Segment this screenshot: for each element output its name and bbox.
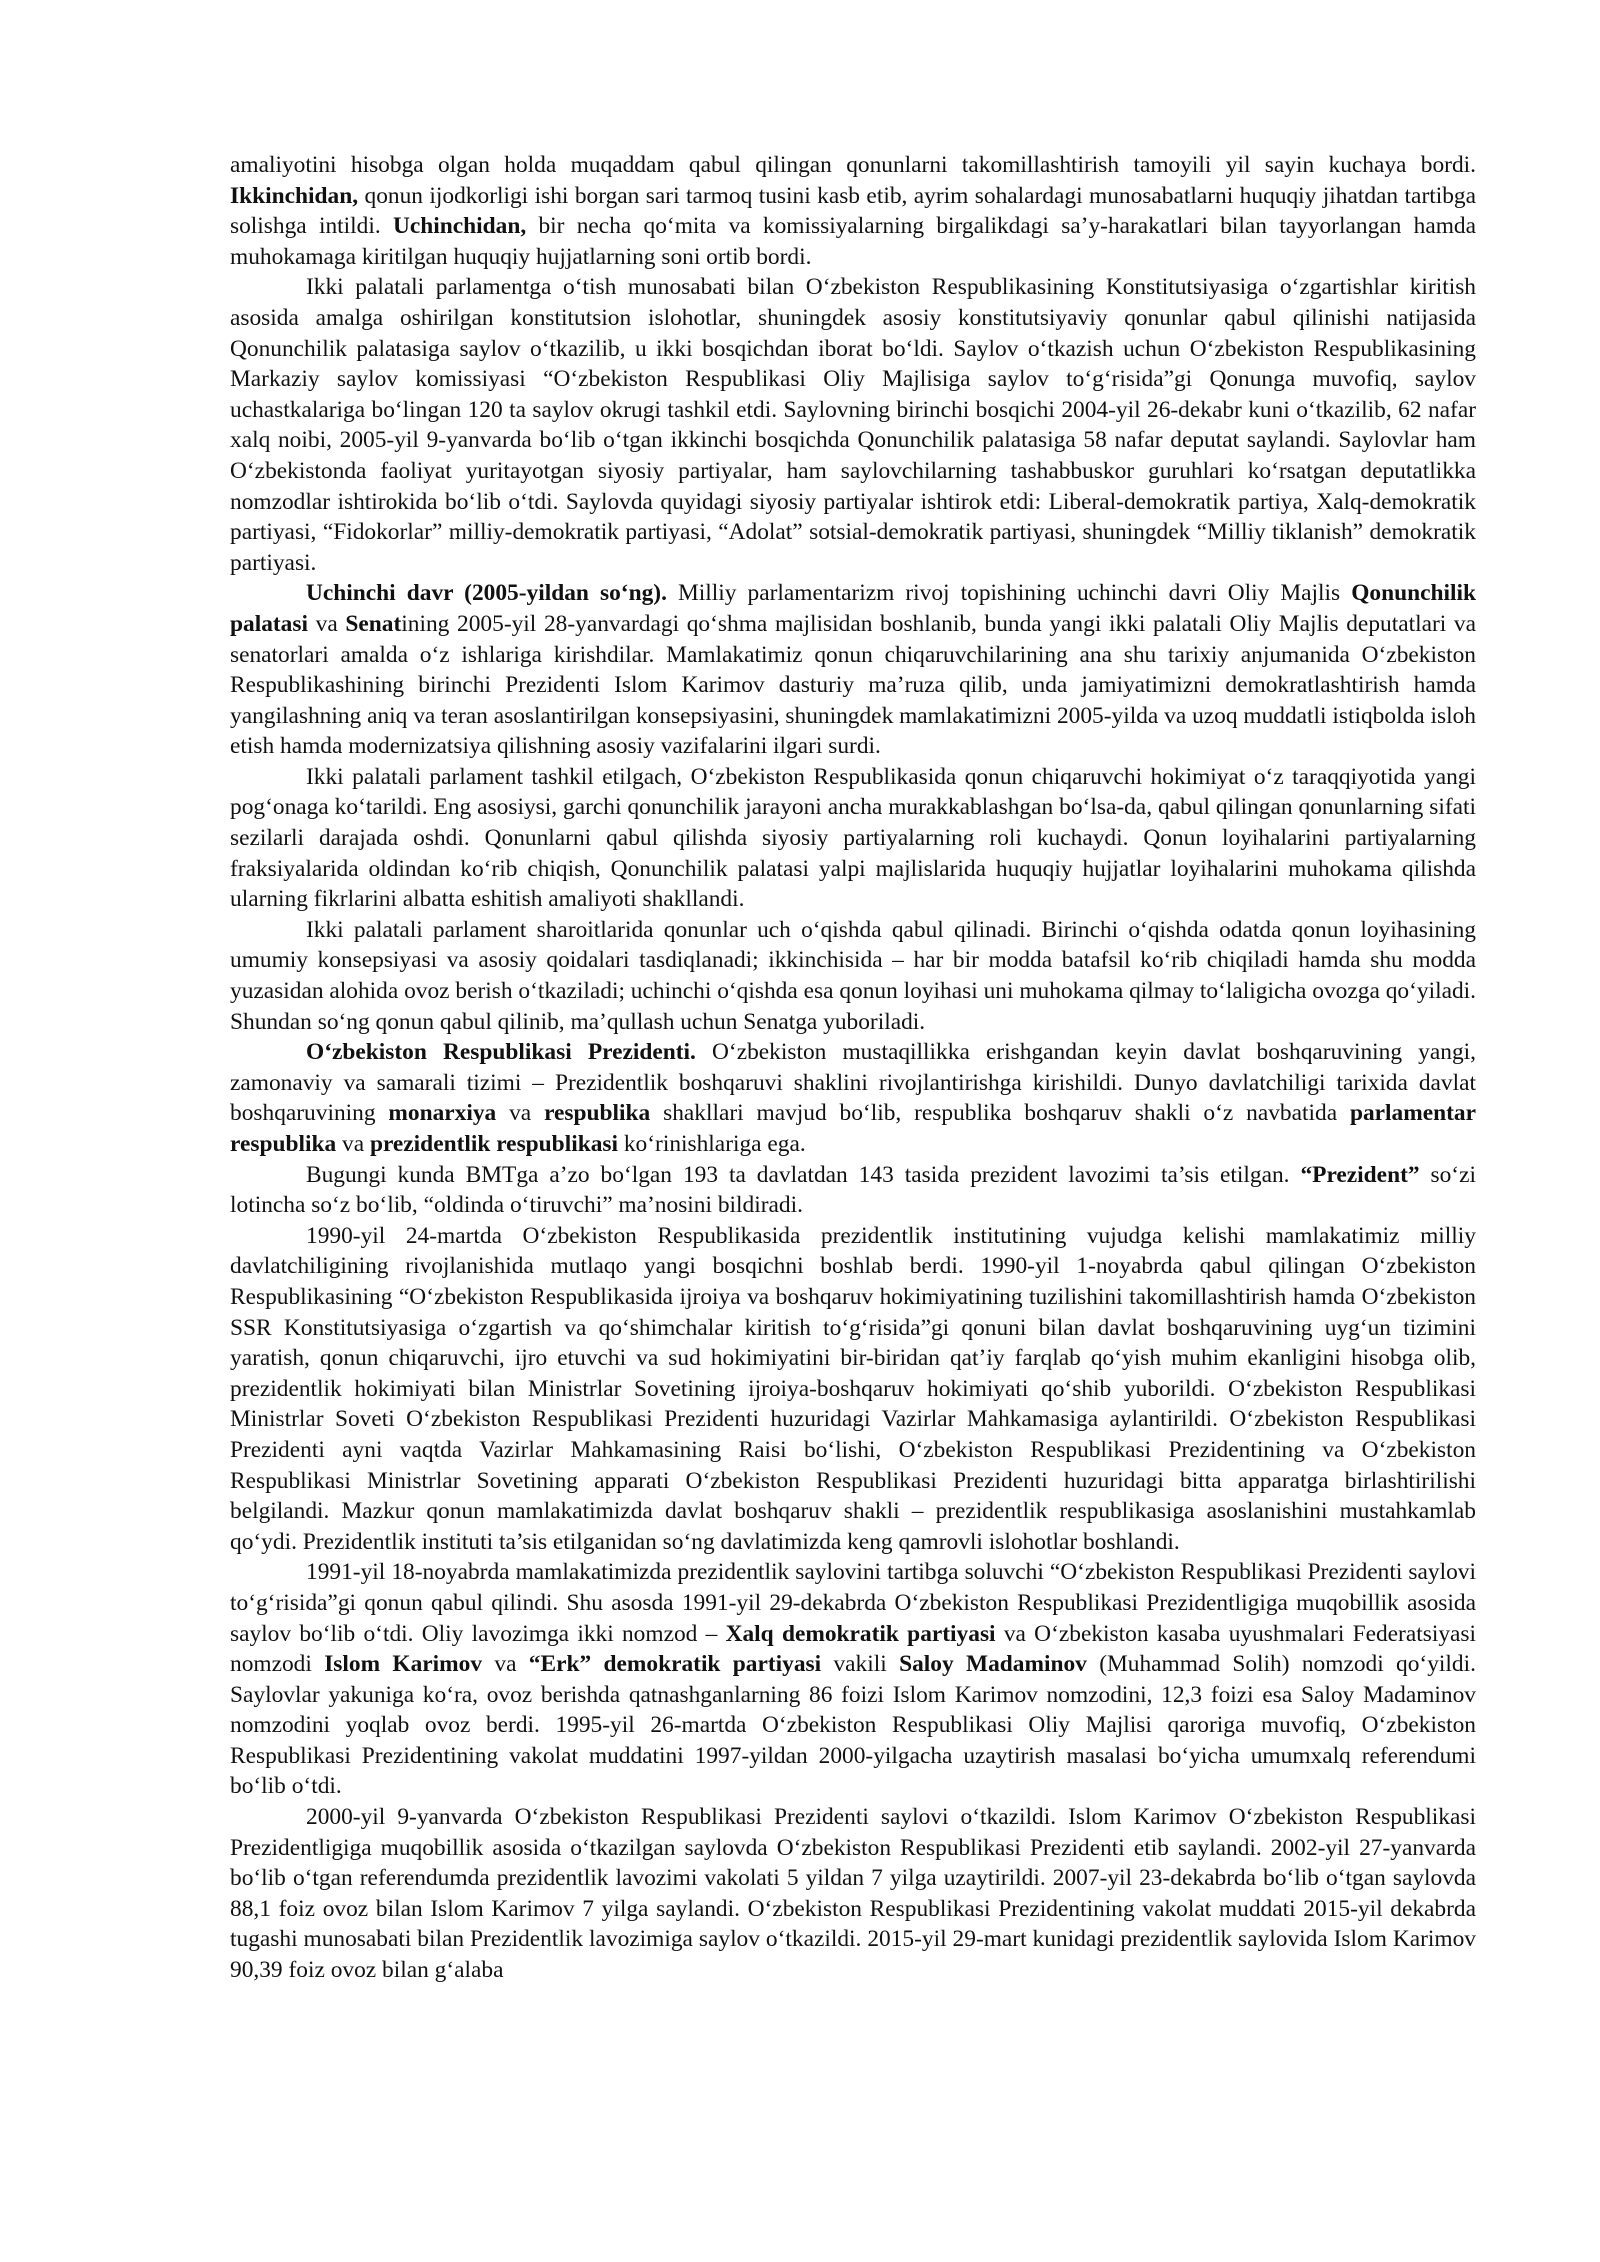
bold-text-run: “Prezident” (1300, 1161, 1420, 1188)
paragraph (230, 1802, 1476, 1986)
text-run: (Muhammad Solih) nomzodi qo‘yildi. Saylovlar yakuniga ko‘ra, ovoz berishda qatnashganlarning 86 foizi Islom Karimov nomzodini, 12,3 foizi esa Saloy Madaminov nomzodini yoqlab ovoz berdi. 1995-yil 26-martda O‘zbekiston Respublikasi Oliy Majlisi qaroriga muvofiq, O‘zbekiston Respublikasi Prezidentining vakolat muddatini 1997-yildan 2000-yilgacha uzaytirish masalasi bo‘yicha umumxalq referendumi bo‘lib o‘tdi. (230, 1651, 1476, 1800)
text-run: va (496, 1100, 545, 1127)
text-run: Milliy parlamentarizm rivoj topishining uchinchi davri Oliy Majlis (666, 580, 1352, 607)
bold-text-run: Saloy Madaminov (899, 1651, 1087, 1678)
text-run: 2000-yil 9-yanvarda O‘zbekiston Respublikasi Prezidenti saylovi o‘tkazildi. Islom Karimov O‘zbekiston Respublikasi Prezidentligiga muqobillik asosida o‘tkazilgan saylovda O‘zbekiston Respublikasi Prezidenti etib saylandi. 2002-yil 27-yanvarda bo‘lib o‘tgan referendumda prezidentlik lavozimi vakolati 5 yildan 7 yilga uzaytirildi. 2007-yil 23-dekabrda bo‘lib o‘tgan saylovda 88,1 foiz ovoz bilan Islom Karimov 7 yilga saylandi. O‘zbekiston Respublikasi Prezidentining vakolat muddati 2015-yil dekabrda tugashi munosabati bilan Prezidentlik lavozimiga saylov o‘tkazildi. 2015-yil 29-mart kunidagi prezidentlik saylovida Islom Karimov 90,39 foiz ovoz bilan g‘alaba (230, 1804, 1476, 1984)
paragraph (230, 1160, 1476, 1221)
text-run: 1991-yil 18-noyabrda mamlakatimizda prezidentlik saylovini tartibga soluvchi “O‘zbekiston Respublikasi Prezidenti saylovi to‘g‘risida”gi qonun qabul qilindi. Shu asosda 1991-yil 29-dekabrda O‘zbekiston Respublikasi Prezidentligiga muqobillik asosida saylov bo‘lib o‘tdi. Oliy lavozimga ikki nomzod – (230, 1559, 1476, 1647)
text-run: va (482, 1651, 529, 1678)
text-run: vakili (821, 1651, 900, 1678)
bold-text-run: Uchinchi davr (2005-yildan so‘ng). (306, 580, 667, 607)
text-run: so‘zi lotincha so‘z bo‘lib, “oldinda o‘tiruvchi” ma’nosini bildiradi. (230, 1161, 1476, 1219)
text-run: va (307, 610, 346, 637)
paragraph (230, 578, 1476, 762)
text-run: 1990-yil 24-martda O‘zbekiston Respublikasida prezidentlik institutining vujudga kelishi mamlakatimiz milliy davlatchiligining rivojlanishida mutlaqo yangi bosqichni boshlab berdi. 1990-yil 1-noyabrda qabul qilingan O‘zbekiston Respublikasining “O‘zbekiston Respublikasida ijroiya va boshqaruv hokimiyatining tuzilishini takomillashtirish hamda O‘zbekiston SSR Konstitutsiyasiga o‘zgartish va qo‘shimchalar kiritish to‘g‘risida”gi qonuni bilan davlat boshqaruvining uyg‘un tizimini yaratish, qonun chiqaruvchi, ijro etuvchi va sud hokimiyatini bir-biridan qat’iy farqlab qo‘yish muhim ekanligini hisobga olib, prezidentlik hokimiyati bilan Ministrlar Sovetining ijroiya-boshqaruv hokimiyati qo‘shib yuborildi. O‘zbekiston Respublikasi Ministrlar Soveti O‘zbekiston Respublikasi Prezidenti huzuridagi Vazirlar Mahkamasiga aylantirildi. O‘zbekiston Respublikasi Prezidenti ayni vaqtda Vazirlar Mahkamasining Raisi bo‘lishi, O‘zbekiston Respublikasi Prezidentining va O‘zbekiston Respublikasi Ministrlar Sovetining apparati O‘zbekiston Respublikasi Prezidenti huzuridagi bitta apparatga birlashtirilishi belgilandi. Mazkur qonun mamlakatimizda davlat boshqaruv shakli – prezidentlik respublikasiga asoslanishini mustahkamlab qo‘ydi. Prezidentlik instituti ta’sis etilganidan so‘ng davlatimizda keng qamrovli islohotlar boshlandi. (230, 1222, 1476, 1555)
text-run: qonun ijodkorligi ishi borgan sari tarmoq tusini kasb etib, ayrim sohalardagi munosabatlarni huquqiy jihatdan tartibga solishga intildi. (230, 182, 1476, 240)
paragraph (230, 272, 1476, 578)
bold-text-run: monarxiya (388, 1100, 497, 1127)
bold-text-run: Ikkinchidan, (230, 182, 359, 209)
paragraph (230, 1037, 1476, 1159)
bold-text-run: Qonunchilik palatasi (230, 580, 1476, 637)
text-run: ko‘rinishlariga ega. (618, 1131, 806, 1157)
bold-text-run: respublika (544, 1100, 651, 1127)
paragraph (230, 915, 1476, 1037)
bold-text-run: prezidentlik respublikasi (369, 1131, 618, 1157)
paragraph (230, 150, 1476, 272)
text-run: Ikki palatali parlament sharoitlarida qonunlar uch o‘qishda qabul qilinadi. Birinchi o‘qishda odatda qonun loyihasining umumiy konsepsiyasi va asosiy qoidalari tasdiqlanadi; ikkinchisida – har bir modda batafsil ko‘rib chiqiladi hamda shu modda yuzasidan alohida ovoz berish o‘tkaziladi; uchinchi o‘qishda esa qonun loyihasi uni muhokama qilmay to‘laligicha ovozga qo‘yiladi. Shundan so‘ng qonun qabul qilinib, ma’qullash uchun Senatga yuboriladi. (230, 916, 1476, 1035)
text-run: ining 2005-yil 28-yanvardagi qo‘shma majlisidan boshlanib, bunda yangi ikki palatali Oliy Majlis deputatlari va senatorlari amalda o‘z ishlariga kirishdilar. Mamlakatimiz qonun chiqaruvchilarining ana shu tarixiy anjumanida O‘zbekiston Respublikashining birinchi Prezidenti Islom Karimov dasturiy ma’ruza qilib, unda jamiyatimizni demokratlashtirish hamda yangilashning aniq va teran asoslantirilgan konsepsiyasini, shuningdek mamlakatimizni 2005-yilda va uzoq muddatli istiqbolda isloh etish hamda modernizatsiya qilishning asosiy vazifalarini ilgari surdi. (230, 610, 1476, 760)
text-run: bir necha qo‘mita va komissiyalarning birgalikdagi sa’y-harakatlari bilan tayyorlangan hamda muhokamaga kiritilgan huquqiy hujjatlarning soni ortib bordi. (230, 213, 1476, 270)
bold-text-run: Xalq demokratik partiyasi (725, 1620, 996, 1647)
bold-text-run: Islom Karimov (324, 1651, 483, 1678)
paragraph (230, 762, 1476, 915)
text-run: Ikki palatali parlamentga o‘tish munosabati bilan O‘zbekiston Respublikasining Konstitutsiyasiga o‘zgartishlar kiritish asosida amalga oshirilgan konstitutsion islohotlar, shuningdek asosiy konstitutsiyaviy qonunlar qabul qilinishi natijasida Qonunchilik palatasiga saylov o‘tkazilib, u ikki bosqichdan iborat bo‘ldi. Saylov o‘tkazish uchun O‘zbekiston Respublikasining Markaziy saylov komissiyasi “O‘zbekiston Respublikasi Oliy Majlisiga saylov to‘g‘risida”gi Qonunga muvofiq, saylov uchastkalariga bo‘lingan 120 ta saylov okrugi tashkil etdi. Saylovning birinchi bosqichi 2004-yil 26-dekabr kuni o‘tkazilib, 62 nafar xalq noibi, 2005-yil 9-yanvarda bo‘lib o‘tgan ikkinchi bosqichda Qonunchilik palatasiga 58 nafar deputat saylandi. Saylovlar ham O‘zbekistonda faoliyat yuritayotgan siyosiy partiyalar, ham saylovchilarning tashabbuskor guruhlari ko‘rsatgan deputatlikka nomzodlar ishtirokida bo‘lib o‘tdi. Saylovda quyidagi siyosiy partiyalar ishtirok etdi: Liberal-demokratik partiya, Xalq-demokratik partiyasi, “Fidokorlar” milliy-demokratik partiyasi, “Adolat” sotsial-demokratik partiyasi, shuningdek “Milliy tiklanish” demokratik partiyasi. (230, 274, 1476, 576)
text-run: shakllari mavjud bo‘lib, respublika boshqaruv shakli o‘z navbatida (650, 1100, 1350, 1127)
text-run: va (336, 1131, 370, 1157)
text-run: Ikki palatali parlament tashkil etilgach, O‘zbekiston Respublikasida qonun chiqaruvchi hokimiyat o‘z taraqqiyotida yangi pog‘onaga ko‘tarildi. Eng asosiysi, garchi qonunchilik jarayoni ancha murakkablashgan bo‘lsa-da, qabul qilingan qonunlarning sifati sezilarli darajada oshdi. Qonunlarni qabul qilishda siyosiy partiyalarning roli kuchaydi. Qonun loyihalarini partiyalarning fraksiyalarida oldindan ko‘rib chiqish, Qonunchilik palatasi yalpi majlislarida huquqiy hujjatlar loyihalarini muhokama qilishda ularning fikrlarini albatta eshitish amaliyoti shakllandi. (230, 763, 1476, 913)
bold-text-run: O‘zbekiston Respublikasi Prezidenti. (306, 1039, 696, 1066)
text-run: va O‘zbekiston kasaba uyushmalari Federatsiyasi nomzodi (230, 1620, 1477, 1678)
paragraph (230, 1557, 1476, 1802)
text-run: amaliyotini hisobga olgan holda muqaddam qabul qilingan qonunlarni takomillashtirish tamoyili yil sayin kuchaya bordi. (230, 152, 1476, 178)
document-body (230, 150, 1476, 1986)
text-run: O‘zbekiston mustaqillikka erishgandan keyin davlat boshqaruvining yangi, zamonaviy va samarali tizimi – Prezidentlik boshqaruvi shaklini rivojlantirishga kirishildi. Dunyo davlatchiligi tarixida davlat boshqaruvining (230, 1039, 1476, 1127)
bold-text-run: Senat (345, 610, 402, 637)
bold-text-run: parlamentar respublika (230, 1100, 1476, 1157)
bold-text-run: Uchinchidan, (392, 213, 527, 240)
text-run: Bugungi kunda BMTga a’zo bo‘lgan 193 ta davlatdan 143 tasida prezident lavozimi ta’sis etilgan. (306, 1161, 1301, 1188)
paragraph (230, 1221, 1476, 1558)
bold-text-run: “Erk” demokratik partiyasi (528, 1651, 822, 1678)
